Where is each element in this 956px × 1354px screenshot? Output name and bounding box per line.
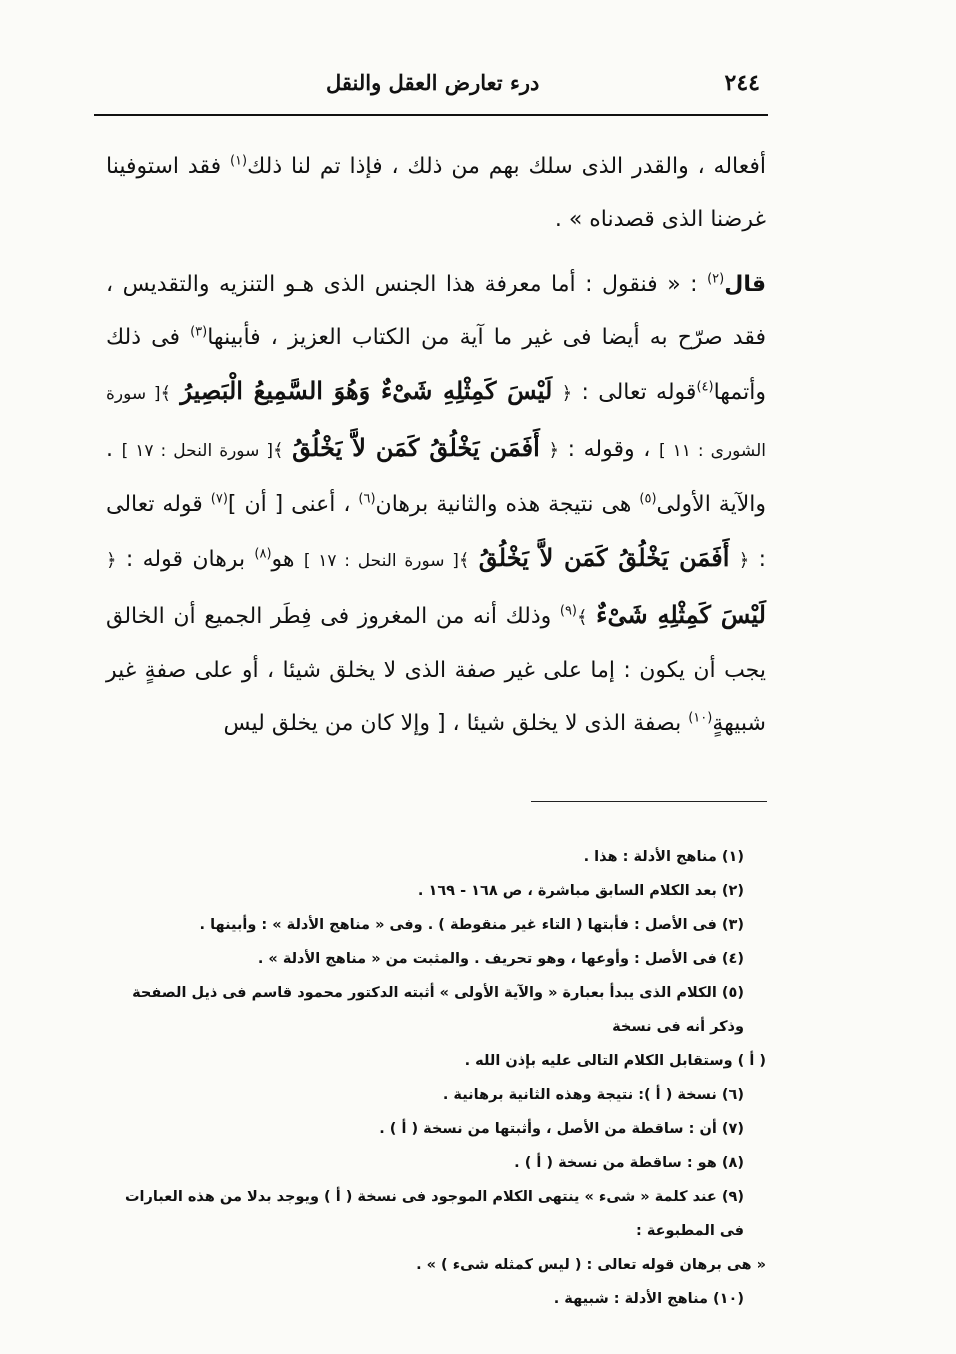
footnote-9-continuation: « هى برهان قوله تعالى : ( ليس كمثله شىء ) » .: [416, 1257, 766, 1273]
text-run: فقد استوفينا غرضنا الذى قصدناه » .: [106, 154, 766, 232]
main-text: [106, 140, 766, 750]
footnote-10: (١٠) مناهج الأدلة : شبيهة .: [553, 1291, 744, 1307]
quran-close-bracket: ﴾: [577, 607, 588, 628]
verse-citation-1: [ سورة الشورى : ١١ ]: [106, 384, 766, 461]
footnote-ref-8: (٨): [254, 546, 272, 562]
page-number: ٢٤٤: [724, 70, 760, 96]
footnote-3: (٣) فى الأصل : فأبتها ( التاء غير منقوطة ) . وفى « مناهج الأدلة » : وأبينها .: [199, 917, 744, 933]
footnote-ref-6: (٦): [358, 491, 376, 507]
quran-verse-1: لَيْسَ كَمِثْلِهِ شَىْءٌ وَهُوَ السَّمِيعُ الْبَصِيرُ: [180, 376, 553, 405]
text-run: ، أعنى [ أن ]: [227, 492, 359, 517]
footnotes: [106, 840, 766, 1316]
footnote-ref-1: (١): [229, 153, 248, 169]
header-rule: [94, 114, 768, 116]
verse-citation-3: [ سورة النحل : ١٧ ]: [303, 551, 459, 571]
quran-open-bracket: ﴿: [561, 383, 573, 404]
quran-verse-2: أَفَمَن يَخْلُقُ كَمَن لاَّ يَخْلُقُ: [292, 433, 540, 462]
verse-citation-2: [ سورة النحل : ١٧ ]: [121, 441, 273, 461]
quran-open-bracket: ﴿: [738, 550, 750, 571]
quran-close-bracket: ﴾: [272, 440, 284, 461]
footnote-6: (٦) نسخة ( أ ): نتيجة وهذه الثانية برهانية .: [442, 1087, 744, 1103]
quran-open-bracket: ﴿: [548, 440, 559, 461]
quran-verse-3: أَفَمَن يَخْلُقُ كَمَن لاَّ يَخْلُقُ: [478, 543, 730, 572]
footnote-5: (٥) الكلام الذى يبدأ بعبارة « والآية الأولى » أثبته الدكتور محمود قاسم فى ذيل الصفحة وذكر أنه فى نسخة: [132, 985, 744, 1035]
quran-verse-4: لَيْسَ كَمِثْلِهِ شَىْءٌ: [596, 600, 766, 629]
text-run: هو: [271, 547, 304, 572]
text-run: أفعاله ، والقدر الذى سلك بهم من ذلك ، فإذا تم لنا ذلك: [247, 154, 766, 179]
quran-close-bracket: ﴾: [160, 383, 172, 404]
footnote-2: (٢) بعد الكلام السابق مباشرة ، ص ١٦٨ - ١٦٩ .: [417, 883, 744, 899]
footnote-ref-5: (٥): [639, 491, 657, 507]
paragraph-2: [106, 258, 766, 750]
footnote-9: (٩) عند كلمة « شىء » ينتهى الكلام الموجود فى نسخة ( أ ) ويوجد بدلا من هذه العبارات فى المطبوعة :: [124, 1189, 744, 1239]
footnote-4: (٤) فى الأصل : وأوعها ، وهو تحريف . والمثبت من « مناهج الأدلة » .: [257, 951, 744, 967]
text-run: وذلك أنه من المغروز فى فِطَر الجميع أن الخالق يجب أن يكون : إما على غير صفة الذى لا يخلق شيئا ، أو على صفةٍ غير شبيهةٍ: [106, 604, 766, 736]
text-run: بصفة الذى لا يخلق شيئا ، [ وإلا كان من يخلق ليس: [223, 711, 689, 736]
footnote-1: (١) مناهج الأدلة : هذا .: [583, 849, 744, 865]
quran-open-bracket: ﴿: [106, 550, 117, 571]
text-run: فى ذلك وأتمها: [106, 325, 766, 405]
text-run: قوله تعالى :: [106, 492, 767, 572]
lead-word: قال: [724, 272, 766, 297]
footnote-ref-4: (٤): [696, 379, 714, 395]
text-run: : « فنقول : أما معرفة هذا الجنس الذى هـو التنزيه والتقديس ، فقد صرّح به أيضا فى غير ما آية من الكتاب العزيز ، فأبينها: [106, 272, 766, 350]
paragraph-1: [106, 140, 766, 246]
footnote-ref-7: (٧): [210, 491, 228, 507]
text-run: برهان قوله :: [116, 547, 255, 572]
footnote-ref-10: (١٠): [688, 710, 713, 726]
running-title: درء تعارض العقل والنقل: [326, 70, 540, 95]
footnote-7: (٧) أن : ساقطة من الأصل ، وأثبتها من نسخة ( أ ) .: [379, 1121, 744, 1137]
text-run: . والآية الأولى: [106, 437, 766, 517]
quran-close-bracket: ﴾: [458, 550, 470, 571]
page-header: [96, 62, 766, 110]
footnote-ref-3: (٣): [190, 324, 208, 340]
text-run: قوله تعالى :: [572, 380, 697, 405]
text-run: ، وقوله :: [558, 437, 659, 462]
footnote-ref-2: (٢): [707, 271, 725, 287]
footnote-separator: [531, 801, 767, 802]
footnote-5-continuation: ( أ ) وستقابل الكلام التالى عليه بإذن الله .: [464, 1053, 766, 1069]
footnote-ref-9: (٩): [559, 603, 577, 619]
text-run: هى نتيجة هذه والثانية برهان: [375, 492, 640, 517]
footnote-8: (٨) هو : ساقطة من نسخة ( أ ) .: [514, 1155, 744, 1171]
